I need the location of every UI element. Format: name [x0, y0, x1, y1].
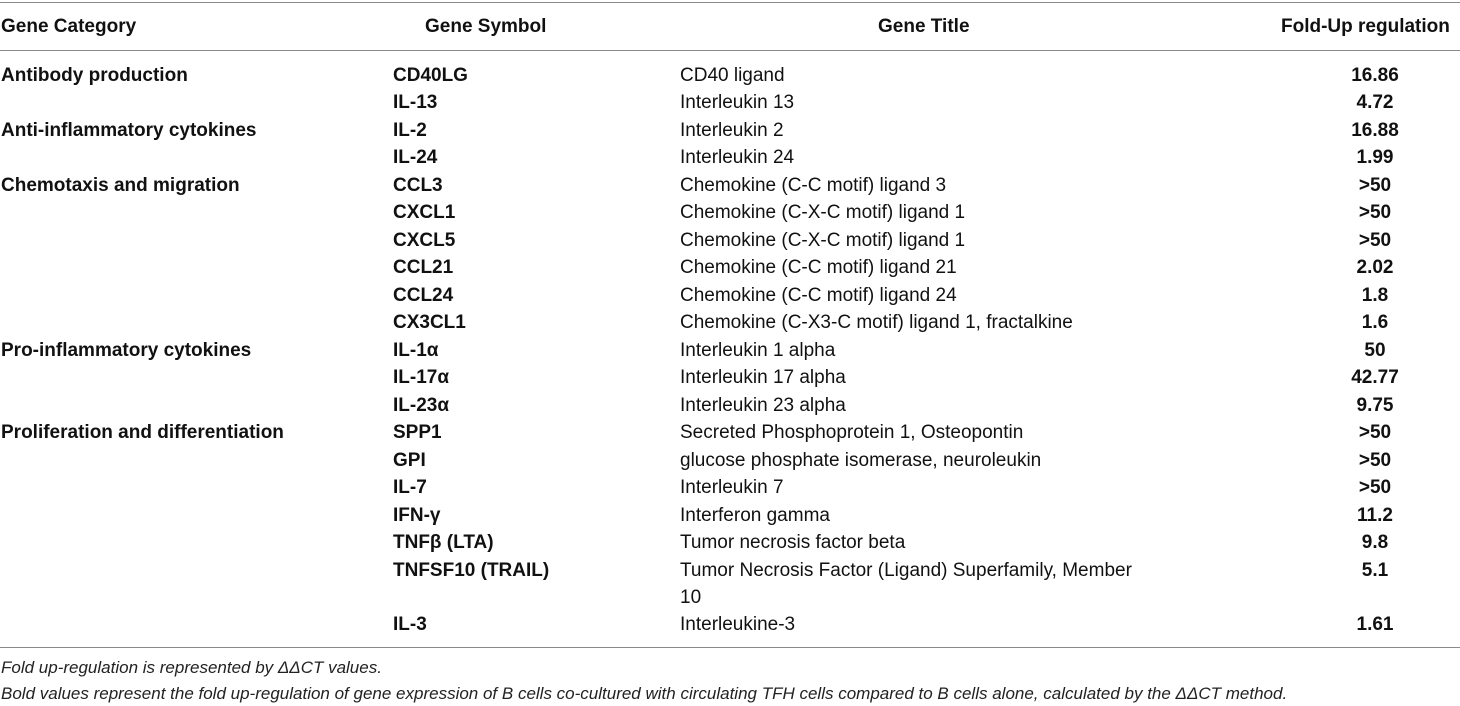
table-row [0, 364, 1460, 391]
fold-value-cell: 1.61 [1356, 614, 1394, 635]
table-row [0, 474, 1460, 501]
gene-title-cell: glucose phosphate isomerase, neuroleukin [680, 450, 1042, 471]
gene-title-cell: Interferon gamma [680, 505, 830, 526]
gene-title-cell: Chemokine (C-C motif) ligand 24 [680, 285, 957, 306]
fold-value-cell: >50 [1358, 230, 1392, 251]
gene-title-cell: Interleukine-3 [680, 614, 796, 635]
gene-title-cell: Chemokine (C-C motif) ligand 21 [680, 257, 957, 278]
fold-value-cell: >50 [1358, 450, 1392, 471]
fold-value-cell: 16.86 [1351, 65, 1399, 86]
gene-symbol-cell: IL-23α [393, 395, 450, 416]
gene-symbol-cell: CCL24 [393, 285, 454, 306]
header-rule [0, 50, 1460, 51]
table-row [0, 529, 1460, 556]
fold-value-cell: >50 [1358, 477, 1392, 498]
gene-symbol-cell: TNFSF10 (TRAIL) [393, 560, 550, 581]
gene-symbol-cell: IL-2 [393, 120, 427, 141]
fold-value-cell: 42.77 [1351, 367, 1399, 388]
gene-title-cell: CD40 ligand [680, 65, 785, 86]
table-row [0, 419, 1460, 446]
gene-symbol-cell: SPP1 [393, 422, 442, 443]
gene-title-cell: Interleukin 2 [680, 120, 784, 141]
header-fold-up-regulation: Fold-Up regulation [1281, 16, 1450, 37]
fold-value-cell: 9.8 [1361, 532, 1389, 553]
gene-symbol-cell: IL-3 [393, 614, 427, 635]
fold-value-cell: 11.2 [1357, 505, 1393, 526]
gene-title-cell: Tumor Necrosis Factor (Ligand) Superfamily, Member 10 [680, 560, 1132, 608]
table-row [0, 447, 1460, 474]
gene-category-cell: Anti-inflammatory cytokines [1, 120, 257, 141]
header-gene-title: Gene Title [878, 16, 970, 37]
table-top-rule [0, 2, 1460, 3]
gene-category-cell: Proliferation and differentiation [1, 422, 284, 443]
table-row [0, 144, 1460, 171]
table-row [0, 557, 1460, 608]
table-row [0, 611, 1460, 638]
gene-symbol-cell: CX3CL1 [393, 312, 466, 333]
fold-value-cell: 4.72 [1356, 92, 1394, 113]
gene-symbol-cell: IL-17α [393, 367, 450, 388]
gene-symbol-cell: IL-24 [393, 147, 438, 168]
header-gene-symbol: Gene Symbol [425, 16, 547, 37]
gene-symbol-cell: IL-7 [393, 477, 427, 498]
table-row [0, 502, 1460, 529]
gene-symbol-cell: CD40LG [393, 65, 468, 86]
gene-category-cell: Antibody production [1, 65, 188, 86]
gene-title-cell: Interleukin 23 alpha [680, 395, 846, 416]
gene-title-cell: Interleukin 1 alpha [680, 340, 836, 361]
header-gene-category: Gene Category [1, 16, 137, 37]
table-row [0, 227, 1460, 254]
fold-value-cell: 1.6 [1361, 312, 1389, 333]
fold-value-cell: 50 [1364, 340, 1386, 361]
gene-symbol-cell: GPI [393, 450, 426, 471]
gene-symbol-cell: IL-1α [393, 340, 439, 361]
table-row [0, 337, 1460, 364]
gene-title-cell: Tumor necrosis factor beta [680, 532, 906, 553]
gene-symbol-cell: IL-13 [393, 92, 438, 113]
gene-title-cell: Chemokine (C-X-C motif) ligand 1 [680, 202, 966, 223]
fold-value-cell: >50 [1358, 422, 1392, 443]
gene-category-cell: Pro-inflammatory cytokines [1, 340, 252, 361]
table-bottom-rule [0, 647, 1460, 648]
gene-symbol-cell: IFN-γ [393, 505, 441, 526]
table-row [0, 62, 1460, 89]
gene-symbol-cell: CCL21 [393, 257, 454, 278]
gene-title-cell: Interleukin 13 [680, 92, 795, 113]
gene-title-cell: Interleukin 7 [680, 477, 784, 498]
table-row [0, 309, 1460, 336]
gene-title-cell: Chemokine (C-X3-C motif) ligand 1, fractalkine [680, 312, 1073, 333]
table-row [0, 282, 1460, 309]
gene-title-cell: Secreted Phosphoprotein 1, Osteopontin [680, 422, 1024, 443]
gene-title-cell: Chemokine (C-C motif) ligand 3 [680, 175, 947, 196]
table-row [0, 199, 1460, 226]
gene-title-cell: Chemokine (C-X-C motif) ligand 1 [680, 230, 966, 251]
table-row [0, 254, 1460, 281]
fold-value-cell: 5.1 [1361, 560, 1389, 581]
gene-symbol-cell: CCL3 [393, 175, 443, 196]
table-row [0, 117, 1460, 144]
table-row [0, 172, 1460, 199]
gene-title-cell: Interleukin 17 alpha [680, 367, 846, 388]
fold-value-cell: 2.02 [1356, 257, 1394, 278]
fold-value-cell: 1.8 [1361, 285, 1389, 306]
fold-value-cell: 16.88 [1351, 120, 1399, 141]
table-row [0, 89, 1460, 116]
gene-symbol-cell: TNFβ (LTA) [393, 532, 494, 553]
fold-value-cell: >50 [1358, 202, 1392, 223]
table-row [0, 392, 1460, 419]
fold-value-cell: 1.99 [1356, 147, 1394, 168]
footnote-1: Fold up-regulation is represented by ΔΔCT values. [1, 658, 382, 677]
footnote-2: Bold values represent the fold up-regulation of gene expression of B cells co-cultured with circulating TFH cells compared to B cells alone, calculated by the ΔΔCT method. [1, 684, 1288, 703]
gene-category-cell: Chemotaxis and migration [1, 175, 240, 196]
gene-symbol-cell: CXCL1 [393, 202, 456, 223]
gene-title-cell: Interleukin 24 [680, 147, 795, 168]
gene-symbol-cell: CXCL5 [393, 230, 456, 251]
fold-value-cell: 9.75 [1356, 395, 1394, 416]
fold-value-cell: >50 [1358, 175, 1392, 196]
